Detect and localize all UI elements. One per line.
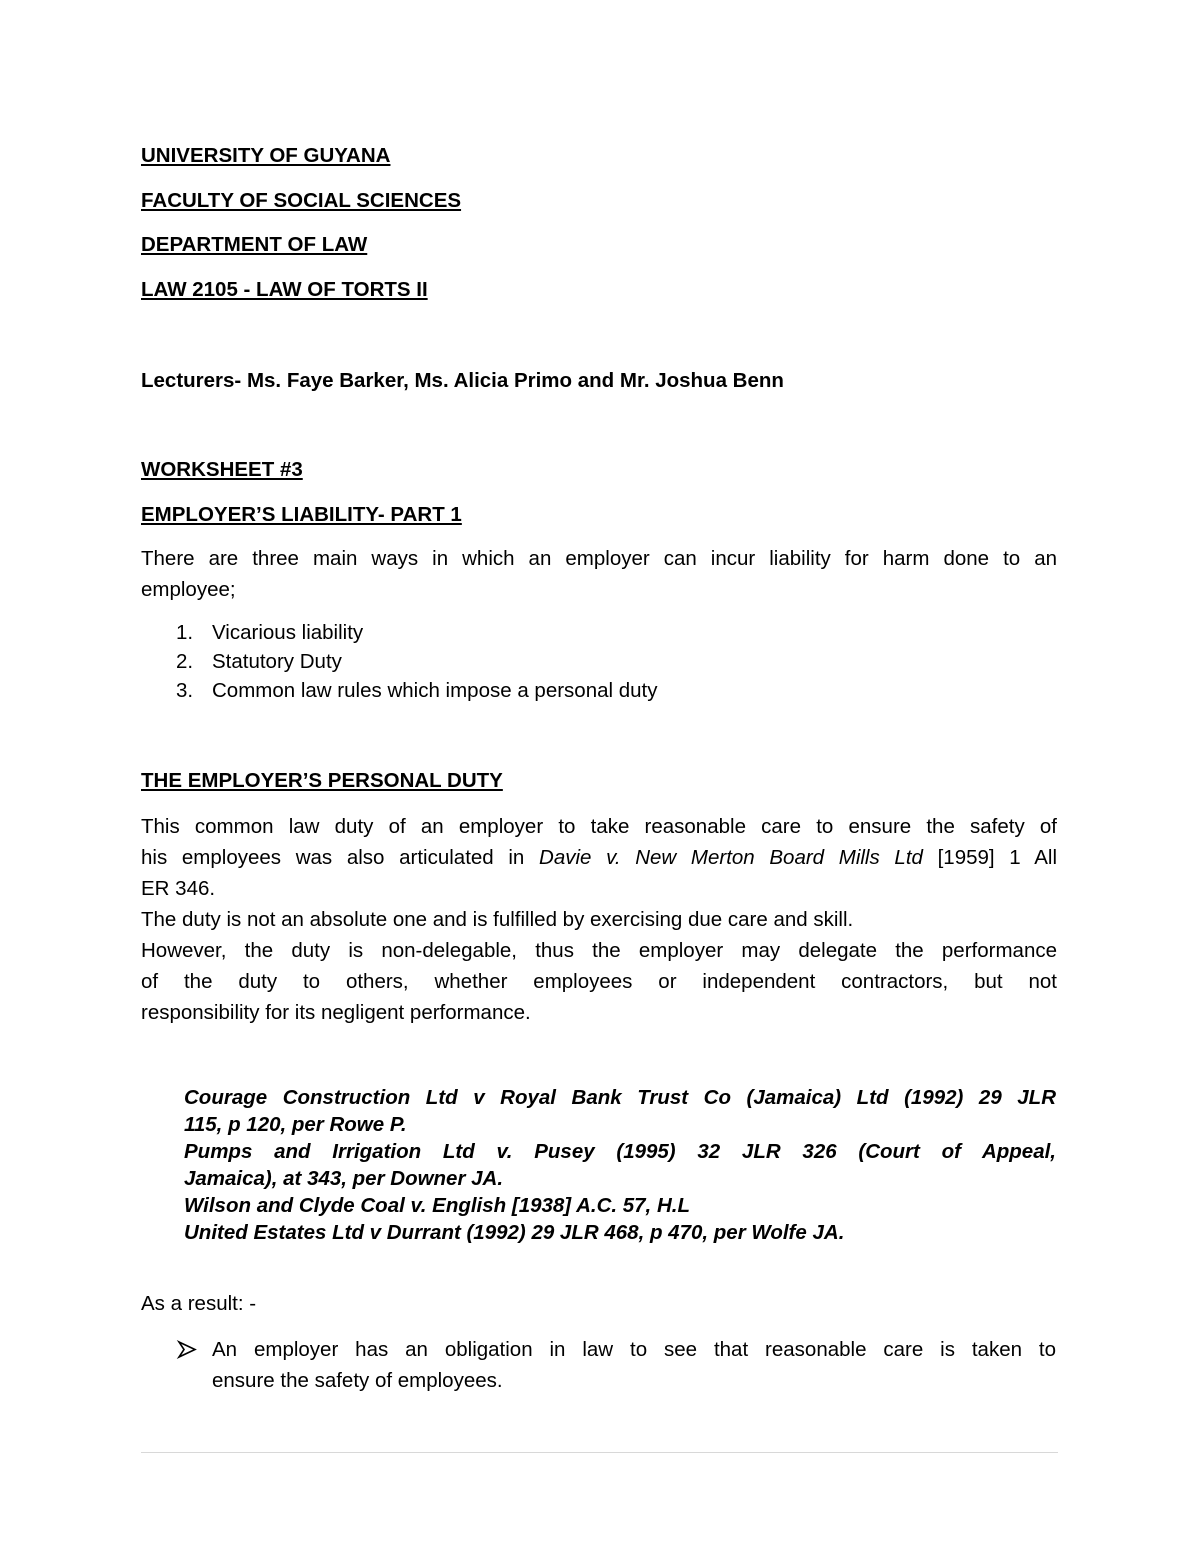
paragraph-line: responsibility for its negligent performance.: [141, 1001, 531, 1024]
intro-paragraph: [141, 543, 1057, 605]
list-item: [176, 649, 342, 675]
paragraph-line: of the duty to others, whether employees or independent contractors, but not: [141, 970, 1057, 993]
list-text: Statutory Duty: [212, 650, 342, 673]
page-divider: [141, 1452, 1058, 1453]
bullet-item: [176, 1334, 1056, 1396]
section-heading: THE EMPLOYER’S PERSONAL DUTY: [141, 769, 503, 792]
intro-line: employee;: [141, 578, 236, 601]
bullet-line: ensure the safety of employees.: [212, 1369, 503, 1392]
list-item: [176, 620, 363, 646]
lecturers-line: Lecturers- Ms. Faye Barker, Ms. Alicia Primo and Mr. Joshua Benn: [141, 369, 784, 392]
paragraph-line: However, the duty is non-delegable, thus the employer may delegate the performance: [141, 939, 1057, 962]
case-line: Jamaica), at 343, per Downer JA.: [184, 1167, 504, 1190]
list-text: Common law rules which impose a personal duty: [212, 679, 658, 702]
list-number: 1.: [176, 621, 194, 644]
faculty-name: FACULTY OF SOCIAL SCIENCES: [141, 189, 462, 212]
list-text: Vicarious liability: [212, 621, 364, 644]
case-citation: Davie v. New Merton Board Mills Ltd: [539, 846, 923, 869]
intro-line: There are three main ways in which an employer can incur liability for harm done to an: [141, 547, 1057, 570]
text-run: his employees was also articulated in: [141, 846, 540, 869]
result-lead: As a result: -: [141, 1292, 257, 1315]
case-line: United Estates Ltd v Durrant (1992) 29 JLR 468, p 470, per Wolfe JA.: [184, 1221, 845, 1244]
paragraph-line: This common law duty of an employer to take reasonable care to ensure the safety of: [141, 815, 1057, 838]
bullet-text: [212, 1334, 1056, 1396]
case-line: Pumps and Irrigation Ltd v. Pusey (1995) 32 JLR 326 (Court of Appeal,: [184, 1140, 1056, 1163]
worksheet-title: WORKSHEET #3: [141, 458, 303, 481]
paragraph-line: ER 346.: [141, 877, 216, 900]
case-line: Wilson and Clyde Coal v. English [1938] A.C. 57, H.L: [184, 1194, 690, 1217]
paragraph-line: [141, 842, 1057, 873]
list-number: 3.: [176, 679, 194, 702]
university-name: UNIVERSITY OF GUYANA: [141, 144, 391, 167]
text-run: [1959] 1 All: [922, 846, 1058, 869]
list-item: [176, 678, 658, 704]
case-line: Courage Construction Ltd v Royal Bank Trust Co (Jamaica) Ltd (1992) 29 JLR: [184, 1086, 1056, 1109]
list-number: 2.: [176, 650, 194, 673]
worksheet-subtitle: EMPLOYER’S LIABILITY- PART 1: [141, 503, 462, 526]
case-list: [184, 1084, 1056, 1246]
paragraph-line: The duty is not an absolute one and is fulfilled by exercising due care and skill.: [141, 908, 854, 931]
course-title: LAW 2105 - LAW OF TORTS II: [141, 278, 428, 301]
department-name: DEPARTMENT OF LAW: [141, 233, 368, 256]
bullet-line: An employer has an obligation in law to see that reasonable care is taken to: [212, 1338, 1056, 1361]
case-line: 115, p 120, per Rowe P.: [184, 1113, 407, 1136]
personal-duty-paragraph: [141, 811, 1057, 1028]
arrowhead-bullet-icon: [176, 1334, 200, 1365]
